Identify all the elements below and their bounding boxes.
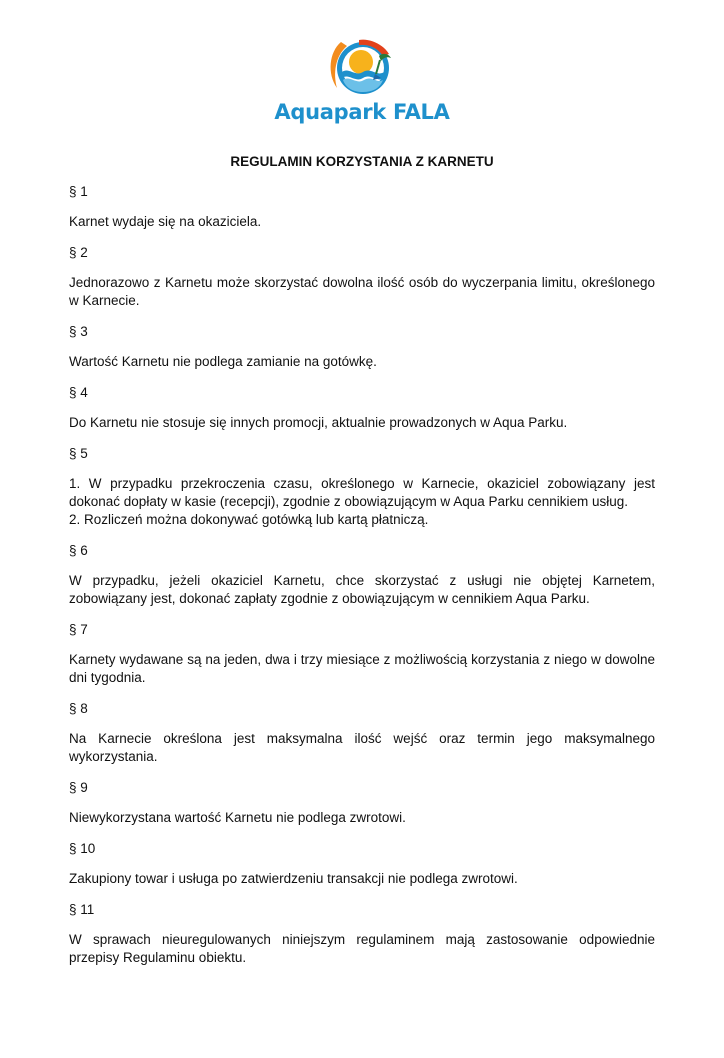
document-page [0, 34, 724, 1058]
section-number: § 3 [69, 324, 88, 339]
section-number: § 11 [69, 902, 95, 917]
section [69, 384, 655, 432]
section [69, 840, 655, 888]
section-number: § 7 [69, 622, 88, 637]
aquapark-wave-sun-logo-icon [323, 34, 401, 100]
section-number: § 1 [69, 184, 88, 199]
section-number: § 5 [69, 446, 88, 461]
section-text-line-2: 2. Rozliczeń można dokonywać gotówką lub kartą płatniczą. [69, 512, 429, 527]
brand-name: Aquapark FALA [274, 100, 450, 124]
section-number: § 6 [69, 543, 88, 558]
section-text: 1. W przypadku przekroczenia czasu, określonego w Karnecie, okaziciel zobowiązany jest dokonać dopłaty w kasie (recepcji), zgodnie z obowiązującym w Aqua Parku cennikiem usług. [69, 476, 655, 509]
section-text: Jednorazowo z Karnetu może skorzystać dowolna ilość osób do wyczerpania limitu, określonego w Karnecie. [69, 275, 655, 308]
section-text: Zakupiony towar i usługa po zatwierdzeniu transakcji nie podlega zwrotowi. [69, 871, 518, 886]
section-text: Karnety wydawane są na jeden, dwa i trzy miesiące z możliwością korzystania z niego w dowolne dni tygodnia. [69, 652, 655, 685]
section [69, 445, 655, 529]
section [69, 542, 655, 608]
section-number: § 9 [69, 780, 88, 795]
section-number: § 2 [69, 245, 88, 260]
section [69, 779, 655, 827]
section-text: W sprawach nieuregulowanych niniejszym regulaminem mają zastosowanie odpowiednie przepisy Regulaminu obiektu. [69, 932, 655, 965]
section [69, 183, 655, 231]
section-text: Na Karnecie określona jest maksymalna ilość wejść oraz termin jego maksymalnego wykorzystania. [69, 731, 655, 764]
section-text: Niewykorzystana wartość Karnetu nie podlega zwrotowi. [69, 810, 406, 825]
document-title: REGULAMIN KORZYSTANIA Z KARNETU [230, 154, 494, 169]
section [69, 244, 655, 310]
section [69, 621, 655, 687]
logo [262, 34, 462, 124]
section-number: § 10 [69, 841, 96, 856]
section-text: Do Karnetu nie stosuje się innych promocji, aktualnie prowadzonych w Aqua Parku. [69, 415, 568, 430]
section [69, 700, 655, 766]
section-number: § 4 [69, 385, 88, 400]
section-number: § 8 [69, 701, 88, 716]
section-text: Wartość Karnetu nie podlega zamianie na gotówkę. [69, 354, 377, 369]
section [69, 323, 655, 371]
section-text: W przypadku, jeżeli okaziciel Karnetu, chce skorzystać z usługi nie objętej Karnetem, zobowiązany jest, dokonać zapłaty zgodnie z obowiązującym w cennikiem Aqua Parku. [69, 573, 655, 606]
section-text: Karnet wydaje się na okaziciela. [69, 214, 262, 229]
section [69, 901, 655, 967]
